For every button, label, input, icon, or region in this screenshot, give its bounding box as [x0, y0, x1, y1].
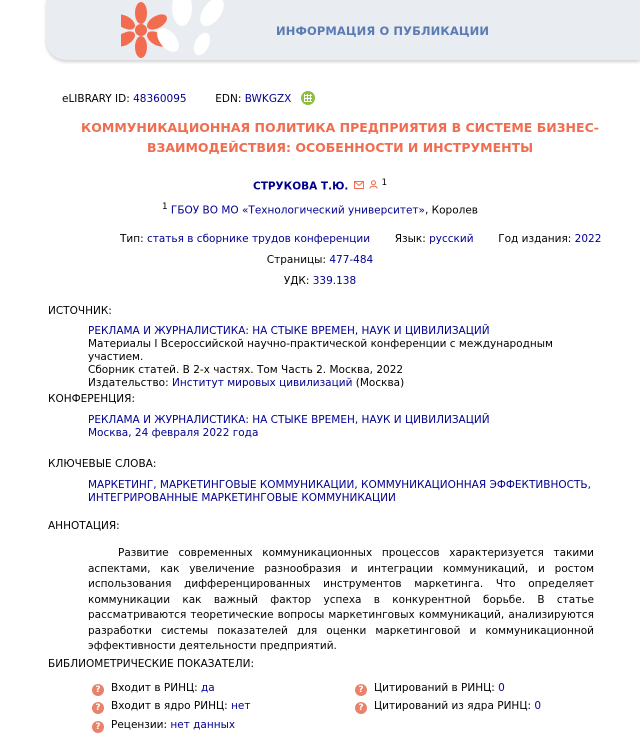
pages-label: Страницы: [266, 254, 326, 266]
keywords-line-1[interactable]: МАРКЕТИНГ, МАРКЕТИНГОВЫЕ КОММУНИКАЦИИ, КОММУНИКАЦИОННАЯ ЭФФЕКТИВНОСТЬ, [88, 479, 591, 491]
conference-title-link[interactable]: РЕКЛАМА И ЖУРНАЛИСТИКА: НА СТЫКЕ ВРЕМЕН, НАУК И ЦИВИЛИЗАЦИЙ [88, 414, 490, 426]
citations-core-value[interactable]: 0 [534, 700, 542, 712]
qr-code-icon[interactable] [301, 91, 315, 105]
affiliation-line [0, 202, 640, 217]
help-icon[interactable]: ? [92, 702, 104, 714]
citations-label: Цитирований в РИНЦ: [374, 682, 495, 694]
affiliation-ref: 1 [162, 202, 168, 212]
elibrary-id-value: 48360095 [133, 93, 187, 105]
udk-label: УДК: [283, 275, 310, 287]
udk-line [0, 275, 640, 287]
citations-core-indicator [355, 700, 541, 714]
publication-ids [62, 91, 315, 105]
conference-place-date: Москва, 24 февраля 2022 года [88, 427, 259, 439]
keywords-block [88, 479, 608, 505]
reviews-value: нет данных [170, 719, 236, 731]
source-heading: ИСТОЧНИК: [48, 305, 112, 317]
citations-indicator [355, 682, 505, 696]
help-icon[interactable]: ? [92, 721, 104, 733]
rinc-label: Входит в РИНЦ: [111, 682, 198, 694]
abstract-heading: АННОТАЦИЯ: [48, 520, 120, 532]
type-value: статья в сборнике трудов конференции [146, 233, 371, 245]
reviews-indicator [92, 719, 235, 733]
rinc-core-label: Входит в ядро РИНЦ: [111, 700, 228, 712]
language-value: русский [429, 233, 474, 245]
publication-meta [120, 233, 601, 245]
header-title: ИНФОРМАЦИЯ О ПУБЛИКАЦИИ [276, 24, 490, 38]
bibliometric-heading: БИБЛИОМЕТРИЧЕСКИЕ ПОКАЗАТЕЛИ: [48, 658, 255, 670]
source-block [88, 325, 608, 390]
citations-value[interactable]: 0 [498, 682, 505, 694]
edn-label: EDN: [215, 93, 242, 105]
source-title-link[interactable]: РЕКЛАМА И ЖУРНАЛИСТИКА: НА СТЫКЕ ВРЕМЕН, НАУК И ЦИВИЛИЗАЦИЙ [88, 325, 490, 337]
rinc-indicator [92, 682, 215, 696]
pages-line [0, 254, 640, 266]
source-volume: Сборник статей. В 2-х частях. Том Часть 2. Москва, 2022 [88, 364, 404, 376]
email-icon[interactable] [354, 181, 364, 189]
conference-heading: КОНФЕРЕНЦИЯ: [48, 393, 135, 405]
publication-header [46, 0, 640, 60]
rinc-core-value: нет [231, 700, 251, 712]
year-value: 2022 [574, 233, 602, 245]
author-name[interactable]: СТРУКОВА Т.Ю. [252, 180, 349, 193]
rinc-value: да [201, 682, 215, 694]
publication-title: КОММУНИКАЦИОННАЯ ПОЛИТИКА ПРЕДПРИЯТИЯ В СИСТЕМЕ БИЗНЕС-ВЗАИМОДЕЙСТВИЯ: ОСОБЕННОСТИ И ИНСТРУМЕНТЫ [81, 120, 599, 155]
help-icon[interactable]: ? [355, 684, 367, 696]
type-label: Тип: [120, 233, 144, 245]
citations-core-label: Цитирований из ядра РИНЦ: [374, 700, 532, 712]
reviews-label: Рецензии: [111, 719, 168, 731]
affiliation-city: , Королев [424, 204, 478, 217]
language-label: Язык: [394, 233, 426, 245]
rinc-core-indicator [92, 700, 250, 714]
elibrary-id-label: eLIBRARY ID: [62, 93, 130, 105]
source-description: Материалы I Всероссийской научно-практической конференции с международным участием. [88, 338, 553, 363]
help-icon[interactable]: ? [92, 684, 104, 696]
keywords-line-2[interactable]: ИНТЕГРИРОВАННЫЕ МАРКЕТИНГОВЫЕ КОММУНИКАЦИИ [88, 492, 396, 504]
author-profile-icon[interactable] [369, 180, 378, 189]
author-line [0, 178, 640, 193]
publisher-link[interactable]: Институт мировых цивилизаций [172, 377, 353, 389]
conference-block [88, 414, 608, 440]
affiliation-org[interactable]: ГБОУ ВО МО «Технологический университет» [170, 204, 425, 217]
publisher-label: Издательство: [88, 377, 169, 389]
edn-value[interactable]: BWKGZX [244, 93, 292, 105]
pages-value: 477-484 [329, 254, 374, 266]
udk-value: 339.138 [312, 275, 357, 287]
decorative-petals-icon [154, 0, 244, 60]
author-affiliation-ref: 1 [381, 178, 388, 188]
keywords-heading: КЛЮЧЕВЫЕ СЛОВА: [48, 458, 157, 470]
abstract-text: Развитие современных коммуникационных процессов характеризуется такими аспектами, как увеличение разнообразия и интеграции коммуникаций, и ростом использования дифференцированных инструментов маркетинга. Что определяет коммуникации как важный фактор успеха в конкурентной борьбе. В статье рассматриваются теоретические вопросы маркетинговых коммуникаций, анализируются разработки системы показателей для оценки маркетинговой и коммуникационной эффективности деятельности предприятий. [88, 547, 594, 652]
publisher-city: (Москва) [355, 377, 405, 389]
help-icon[interactable]: ? [355, 702, 367, 714]
year-label: Год издания: [498, 233, 572, 245]
